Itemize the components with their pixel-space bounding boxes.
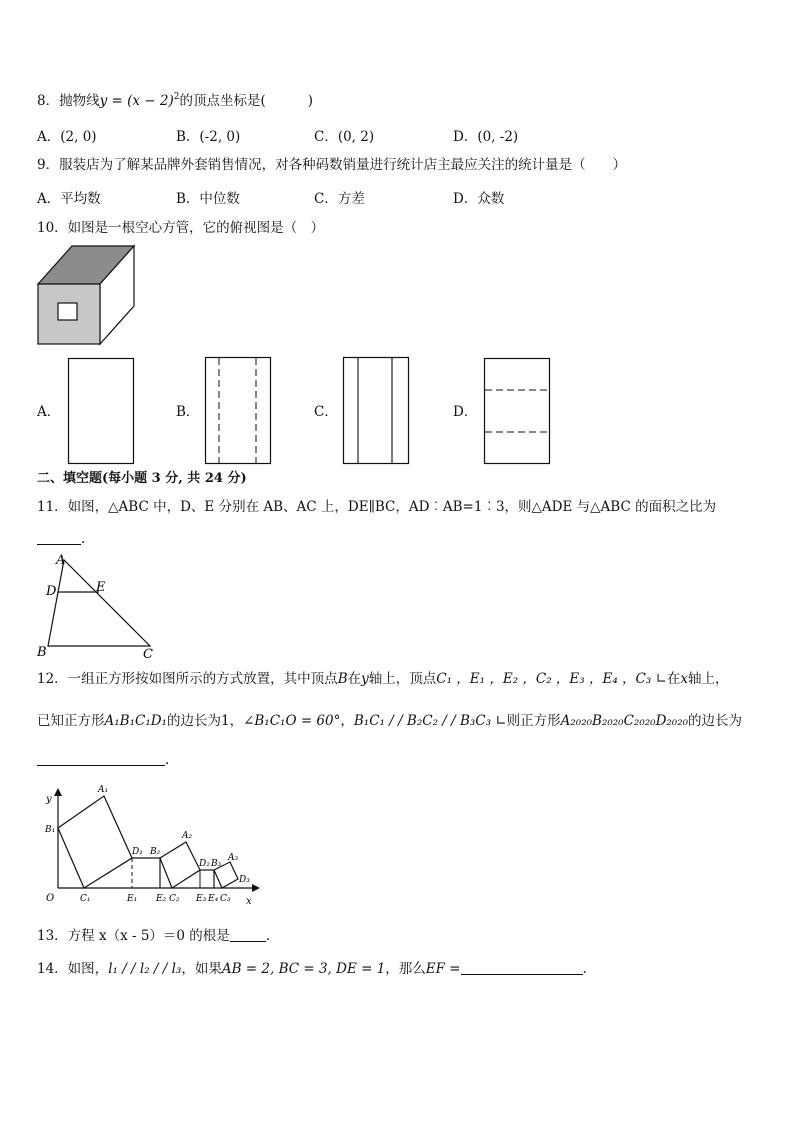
label-d: D xyxy=(46,584,57,599)
question-12-line-3: . xyxy=(37,751,169,769)
label-x: x xyxy=(246,896,252,907)
question-8 xyxy=(37,88,313,110)
label-d3: D₃ xyxy=(239,875,250,885)
q10-option-d-figure xyxy=(484,358,550,464)
question-number: 8． xyxy=(37,93,60,109)
q11-answer-line: . xyxy=(37,530,85,548)
label-d2: D₂ xyxy=(199,859,210,869)
math-exponent: 2 xyxy=(173,92,180,102)
label-a3: A₃ xyxy=(228,853,239,863)
question-14: 14．如图，l₁ / / l₂ / / l₃，如果AB = 2, BC = 3, DE = 1，那么EF = . xyxy=(37,961,587,977)
hollow-tube-figure xyxy=(37,244,137,344)
label-e4: E₄ xyxy=(208,894,219,904)
q9-option-c: C．方差 xyxy=(314,191,365,207)
label-d1: D₁ xyxy=(132,847,143,857)
label-b: B xyxy=(37,645,47,660)
answer-blank[interactable] xyxy=(230,927,266,942)
q8-option-c: C．(0, 2) xyxy=(314,129,375,145)
q9-option-b: B．中位数 xyxy=(176,191,240,207)
label-e1: E₁ xyxy=(127,894,138,904)
question-9: 9．服装店为了解某品牌外套销售情况，对各种码数销量进行统计店主最应关注的统计量是（ ） xyxy=(37,157,627,173)
label-b2: B₂ xyxy=(150,847,161,857)
q10-option-b-label: B． xyxy=(176,404,200,420)
label-y: y xyxy=(46,794,52,805)
label-c: C xyxy=(143,647,153,662)
question-12-line-2: 已知正方形A₁B₁C₁D₁的边长为1，∠B₁C₁O = 60°，B₁C₁ / / B₂C₂ / / B₃C₃ ∟则正方形A₂₀₂₀B₂₀₂₀C₂₀₂₀D₂₀₂₀的边长为 xyxy=(37,713,743,729)
label-c2: C₂ xyxy=(169,894,180,904)
q10-option-d-label: D． xyxy=(453,404,478,420)
q10-option-c-label: C． xyxy=(314,404,338,420)
answer-blank[interactable] xyxy=(37,530,81,545)
label-e: E xyxy=(96,580,106,595)
question-12-line-1: 12．一组正方形按如图所示的方式放置，其中顶点B在y轴上，顶点C₁ ，E₁ ，E₂ ，C₂ ，E₃ ，E₄ ，C₃ ∟在x轴上， xyxy=(37,671,729,687)
label-b3: B₃ xyxy=(211,859,222,869)
label-e2: E₂ xyxy=(156,894,167,904)
question-11: 11．如图，△ABC 中，D、E 分别在 AB、AC 上，DE∥BC，AD︰AB=1︰3，则△ADE 与△ABC 的面积之比为 xyxy=(37,499,717,515)
q10-option-b-figure xyxy=(205,357,271,464)
label-a2: A₂ xyxy=(182,831,193,841)
label-c3: C₃ xyxy=(220,894,231,904)
label-a: A xyxy=(56,553,66,568)
label-o: O xyxy=(46,893,55,904)
q8-option-d: D．(0, -2) xyxy=(453,129,519,145)
q8-option-b: B．(-2, 0) xyxy=(176,129,241,145)
q10-option-c-figure xyxy=(343,357,409,464)
question-text: ) xyxy=(307,93,314,109)
label-b1: B₁ xyxy=(45,825,56,835)
answer-blank[interactable] xyxy=(461,960,583,975)
q11-triangle-figure xyxy=(34,552,159,660)
math-expression: y = (x − 2) xyxy=(99,93,174,109)
tube-hole xyxy=(58,303,77,320)
label-a1: A₁ xyxy=(98,785,109,795)
section-title: 二、填空题(每小题 3 分, 共 24 分) xyxy=(37,471,247,486)
q9-option-a: A．平均数 xyxy=(37,191,101,207)
question-text: 抛物线 xyxy=(59,93,100,109)
q8-option-a: A．(2, 0) xyxy=(37,129,97,145)
q10-option-a-label: A． xyxy=(37,404,61,420)
question-10: 10．如图是一根空心方管，它的俯视图是（ ） xyxy=(37,220,325,236)
label-e3: E₃ xyxy=(196,894,207,904)
q9-option-d: D．众数 xyxy=(453,191,505,207)
question-text: 的顶点坐标是( xyxy=(179,93,266,109)
label-c1: C₁ xyxy=(80,894,91,904)
q12-squares-figure xyxy=(36,780,261,910)
answer-blank[interactable] xyxy=(37,751,165,766)
question-13: 13．方程 x（x - 5）＝0 的根是 . xyxy=(37,928,271,944)
q10-option-a-figure xyxy=(68,358,134,464)
